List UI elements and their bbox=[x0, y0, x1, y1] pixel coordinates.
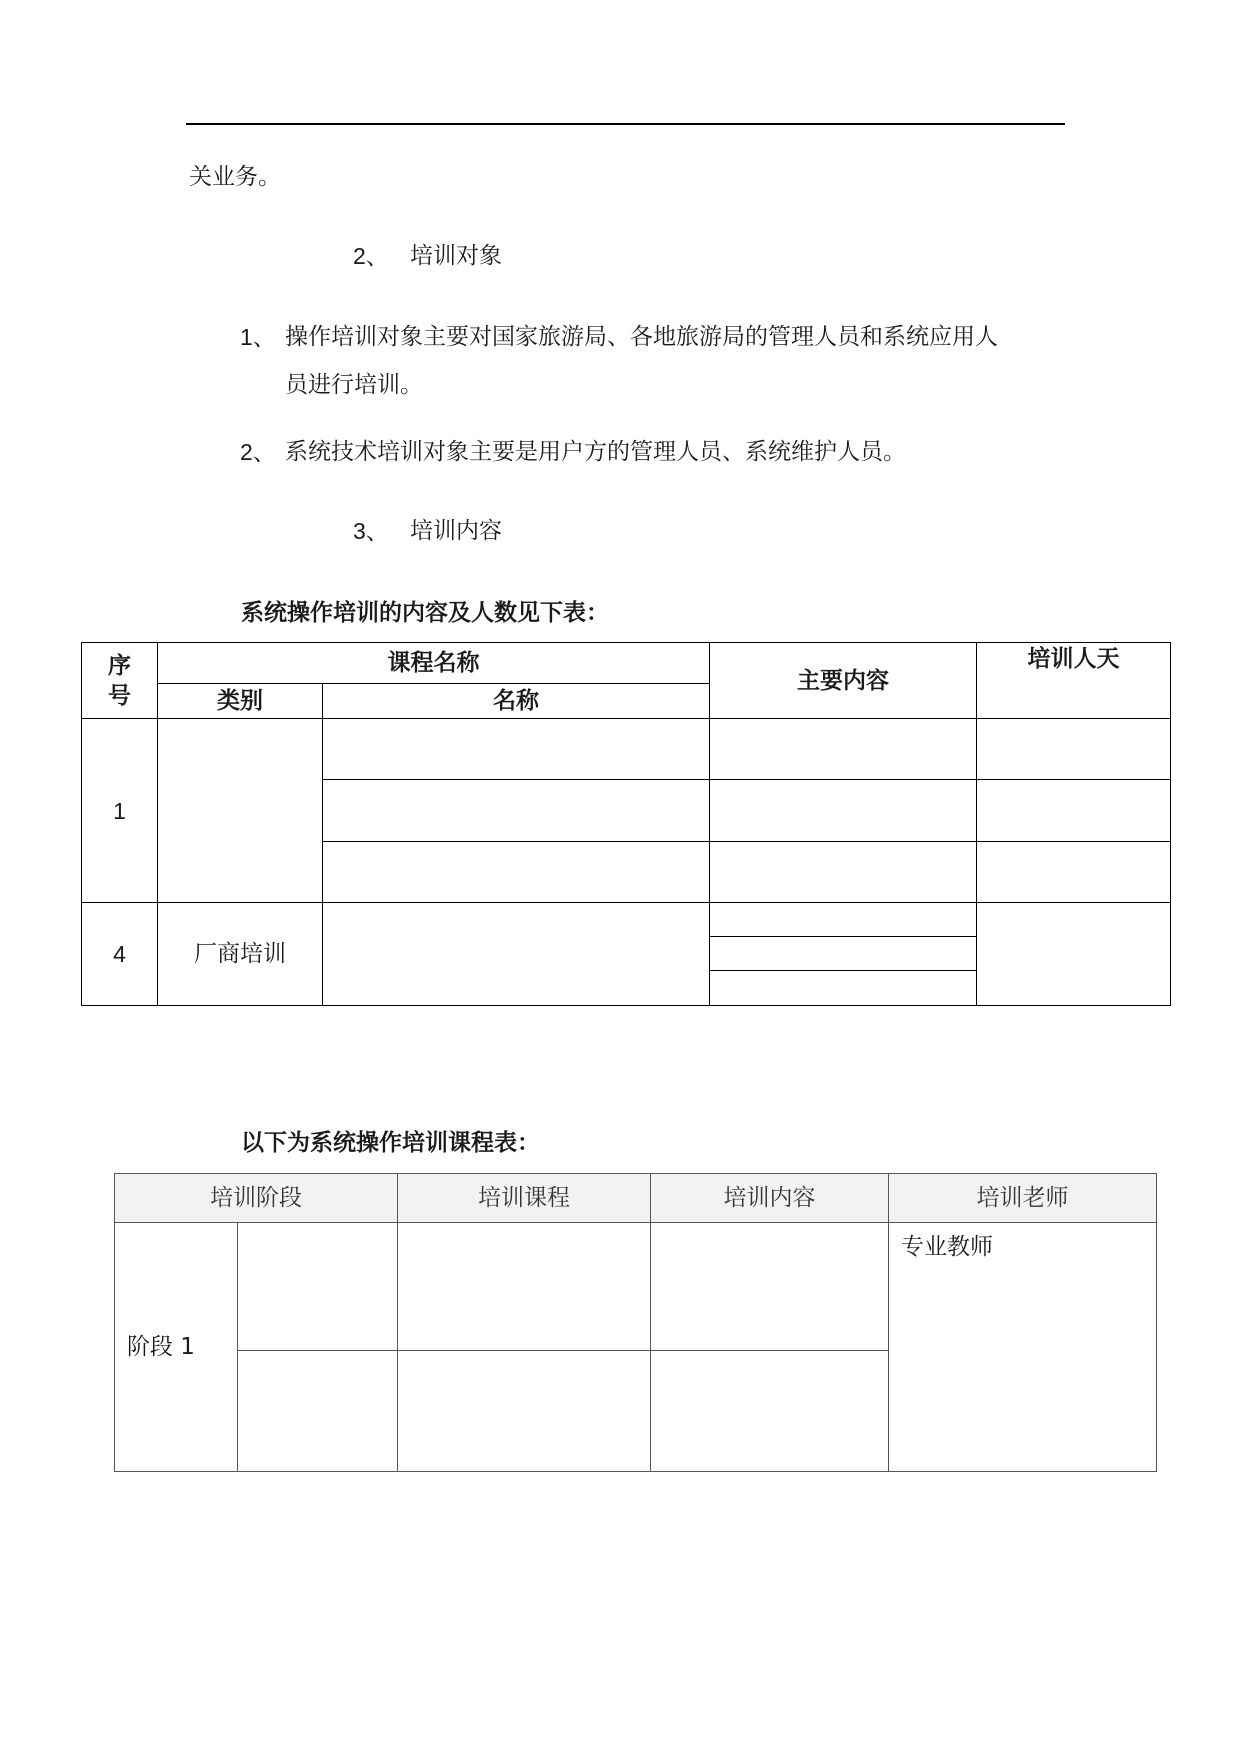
header-person-days: 培训人天 bbox=[977, 643, 1171, 719]
row4-seq: 4 bbox=[82, 903, 158, 1006]
stage-cell: 阶段 1 bbox=[115, 1223, 238, 1472]
header-seq: 序 号 bbox=[82, 643, 158, 719]
row1c-content bbox=[710, 842, 977, 903]
table2-caption: 以下为系统操作培训课程表： bbox=[241, 1130, 540, 1156]
course-schedule-table bbox=[114, 1173, 1157, 1472]
header-main-content: 主要内容 bbox=[710, 643, 977, 719]
training-content-table bbox=[81, 642, 1171, 1006]
list-item-1-line1: 操作培训对象主要对国家旅游局、各地旅游局的管理人员和系统应用人 bbox=[285, 324, 998, 350]
row1a-days bbox=[977, 719, 1171, 780]
list-item-1-line2: 员进行培训。 bbox=[285, 372, 423, 398]
stage-sub-1 bbox=[238, 1223, 398, 1351]
row1-seq: 1 bbox=[82, 719, 158, 903]
table1-caption: 系统操作培训的内容及人数见下表： bbox=[241, 600, 609, 626]
teacher-cell: 专业教师 bbox=[889, 1223, 1157, 1472]
continuation-text: 关业务。 bbox=[189, 164, 281, 190]
list-item-2-number: 2、 bbox=[240, 439, 276, 465]
section3-title: 培训内容 bbox=[410, 518, 502, 544]
course-1 bbox=[398, 1223, 651, 1351]
row4-name bbox=[323, 903, 710, 1006]
header-category: 类别 bbox=[158, 684, 323, 719]
row1b-days bbox=[977, 780, 1171, 842]
row4a-content bbox=[710, 903, 977, 937]
content-2 bbox=[651, 1351, 889, 1472]
row4-category: 厂商培训 bbox=[158, 903, 323, 1006]
stage-sub-2 bbox=[238, 1351, 398, 1472]
list-item-2-line1: 系统技术培训对象主要是用户方的管理人员、系统维护人员。 bbox=[285, 439, 906, 465]
header-course: 培训课程 bbox=[398, 1174, 651, 1223]
section2-number: 2、 bbox=[353, 243, 389, 269]
row1b-content bbox=[710, 780, 977, 842]
section2-title: 培训对象 bbox=[410, 243, 502, 269]
course-2 bbox=[398, 1351, 651, 1472]
row4c-content bbox=[710, 971, 977, 1006]
content-1 bbox=[651, 1223, 889, 1351]
row1-category bbox=[158, 719, 323, 903]
section3-number: 3、 bbox=[353, 518, 389, 544]
row1b-name bbox=[323, 780, 710, 842]
header-stage: 培训阶段 bbox=[115, 1174, 398, 1223]
row1c-days bbox=[977, 842, 1171, 903]
list-item-1-number: 1、 bbox=[240, 324, 276, 350]
row1a-content bbox=[710, 719, 977, 780]
row1a-name bbox=[323, 719, 710, 780]
header-rule bbox=[186, 123, 1065, 125]
header-teacher: 培训老师 bbox=[889, 1174, 1157, 1223]
header-name: 名称 bbox=[323, 684, 710, 719]
row4b-content bbox=[710, 937, 977, 971]
header-content: 培训内容 bbox=[651, 1174, 889, 1223]
header-course-name: 课程名称 bbox=[158, 643, 710, 684]
row1c-name bbox=[323, 842, 710, 903]
row4-days bbox=[977, 903, 1171, 1006]
